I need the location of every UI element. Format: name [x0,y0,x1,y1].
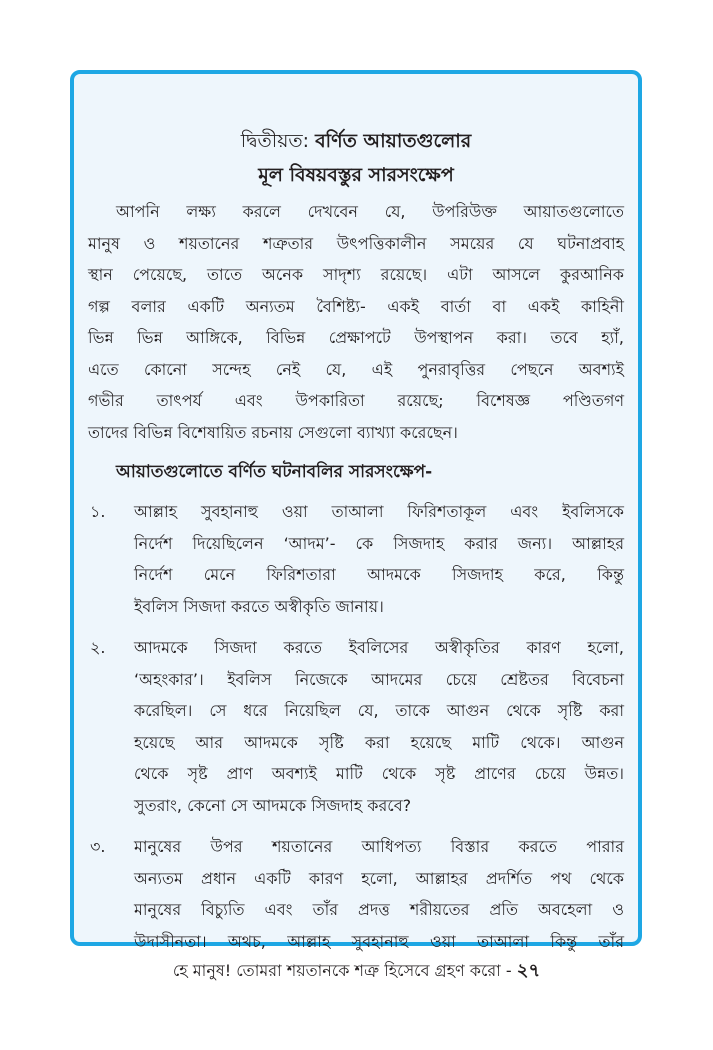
list-line: উদাসীনতা। অথচ, আল্লাহ সুবহানাহু ওয়া তাআলা কিন্তু তাঁর [134,931,624,951]
paragraph-line: গল্প বলার একটি অন্যতম বৈশিষ্ট্য- একই বার্তা বা একই কাহিনী [88,296,624,316]
paragraph-line: ভিন্ন ভিন্ন আঙ্গিকে, বিভিন্ন প্রেক্ষাপটে উপস্থাপন করা। তবে হ্যাঁ, [88,328,624,347]
paragraph-line: আপনি লক্ষ্য করলে দেখবেন যে, উপরিউক্ত আয়াতগুলোতে [116,202,624,221]
heading-prefix: দ্বিতীয়ত: [240,130,310,152]
content-frame [70,70,642,951]
list-line: আদমকে সিজদা করতে ইবলিসের অস্বীকৃতির কারণ হলো, [134,638,624,657]
list-line: করেছিল। সে ধরে নিয়েছিল যে, তাকে আগুন থেকে সৃষ্টি করা [134,701,624,720]
paragraph-line: স্থান পেয়েছে, তাতে অনেক সাদৃশ্য রয়েছে। এটা আসলে কুরআনিক [88,265,624,284]
heading-line-2: মূল বিষয়বস্তুর সারসংক্ষেপ [258,164,454,186]
paragraph-line: মানুষ ও শয়তানের শত্রুতার উৎপত্তিকালীন সময়ের যে ঘটনাপ্রবাহ [88,233,624,253]
list-line: ইবলিস সিজদা করতে অস্বীকৃতি জানায়। [134,596,384,616]
heading-line-1 [74,124,638,158]
subheading: আয়াতগুলোতে বর্ণিত ঘটনাবলির সারসংক্ষেপ- [116,462,433,482]
running-title: হে মানুষ! তোমরা শয়তানকে শত্রু হিসেবে গ্রহণ করো - [172,961,512,980]
list-number: ১. [90,502,106,521]
list-line: আল্লাহ সুবহানাহু ওয়া তাআলা ফিরিশতাকূল এবং ইবলিসকে [134,502,624,521]
section-heading [74,124,638,192]
list-number: ৩. [90,837,106,856]
list-number: ২. [90,638,106,657]
list-line: অন্যতম প্রধান একটি কারণ হলো, আল্লাহর প্রদর্শিত পথ থেকে [134,868,624,888]
list-line: নির্দেশ দিয়েছিলেন ‘আদম’- কে সিজদাহ করার জন্য। আল্লাহর [134,533,624,553]
page-number: ২৭ [516,960,541,981]
list-line: হয়েছে আর আদমকে সৃষ্টি করা হয়েছে মাটি থেকে। আগুন [134,732,624,752]
page-footer [0,958,713,984]
list-line: থেকে সৃষ্ট প্রাণ অবশ্যই মাটি থেকে সৃষ্ট প্রাণের চেয়ে উন্নত। [134,764,624,783]
list-line: সুতরাং, কেনো সে আদমকে সিজদাহ করবে? [134,795,412,815]
paragraph-line: তাদের বিভিন্ন বিশেষায়িত রচনায় সেগুলো ব্যাখ্যা করেছেন। [88,422,458,442]
list-item [88,632,624,821]
list-item [88,496,624,622]
list-line: মানুষের উপর শয়তানের আধিপত্য বিস্তার করতে পারার [134,837,624,856]
intro-paragraph [88,196,624,448]
list-line: মানুষের বিচ্যুতি এবং তাঁর প্রদত্ত শরীয়তের প্রতি অবহেলা ও [134,900,624,919]
list-item [88,831,624,957]
heading-line-1-bold: বর্ণিত আয়াতগুলোর [315,130,472,152]
list-line: নির্দেশ মেনে ফিরিশতারা আদমকে সিজদাহ করে, কিন্তু [134,565,624,584]
summary-list [88,496,624,967]
list-line: ‘অহংকার’। ইবলিস নিজেকে আদমের চেয়ে শ্রেষ্টতর বিবেচনা [134,669,624,689]
paragraph-line: এতে কোনো সন্দেহ নেই যে, এই পুনরাবৃত্তির পেছনে অবশ্যই [88,359,624,379]
paragraph-line: গভীর তাৎপর্য এবং উপকারিতা রয়েছে; বিশেষজ্ঞ পণ্ডিতগণ [88,391,624,410]
